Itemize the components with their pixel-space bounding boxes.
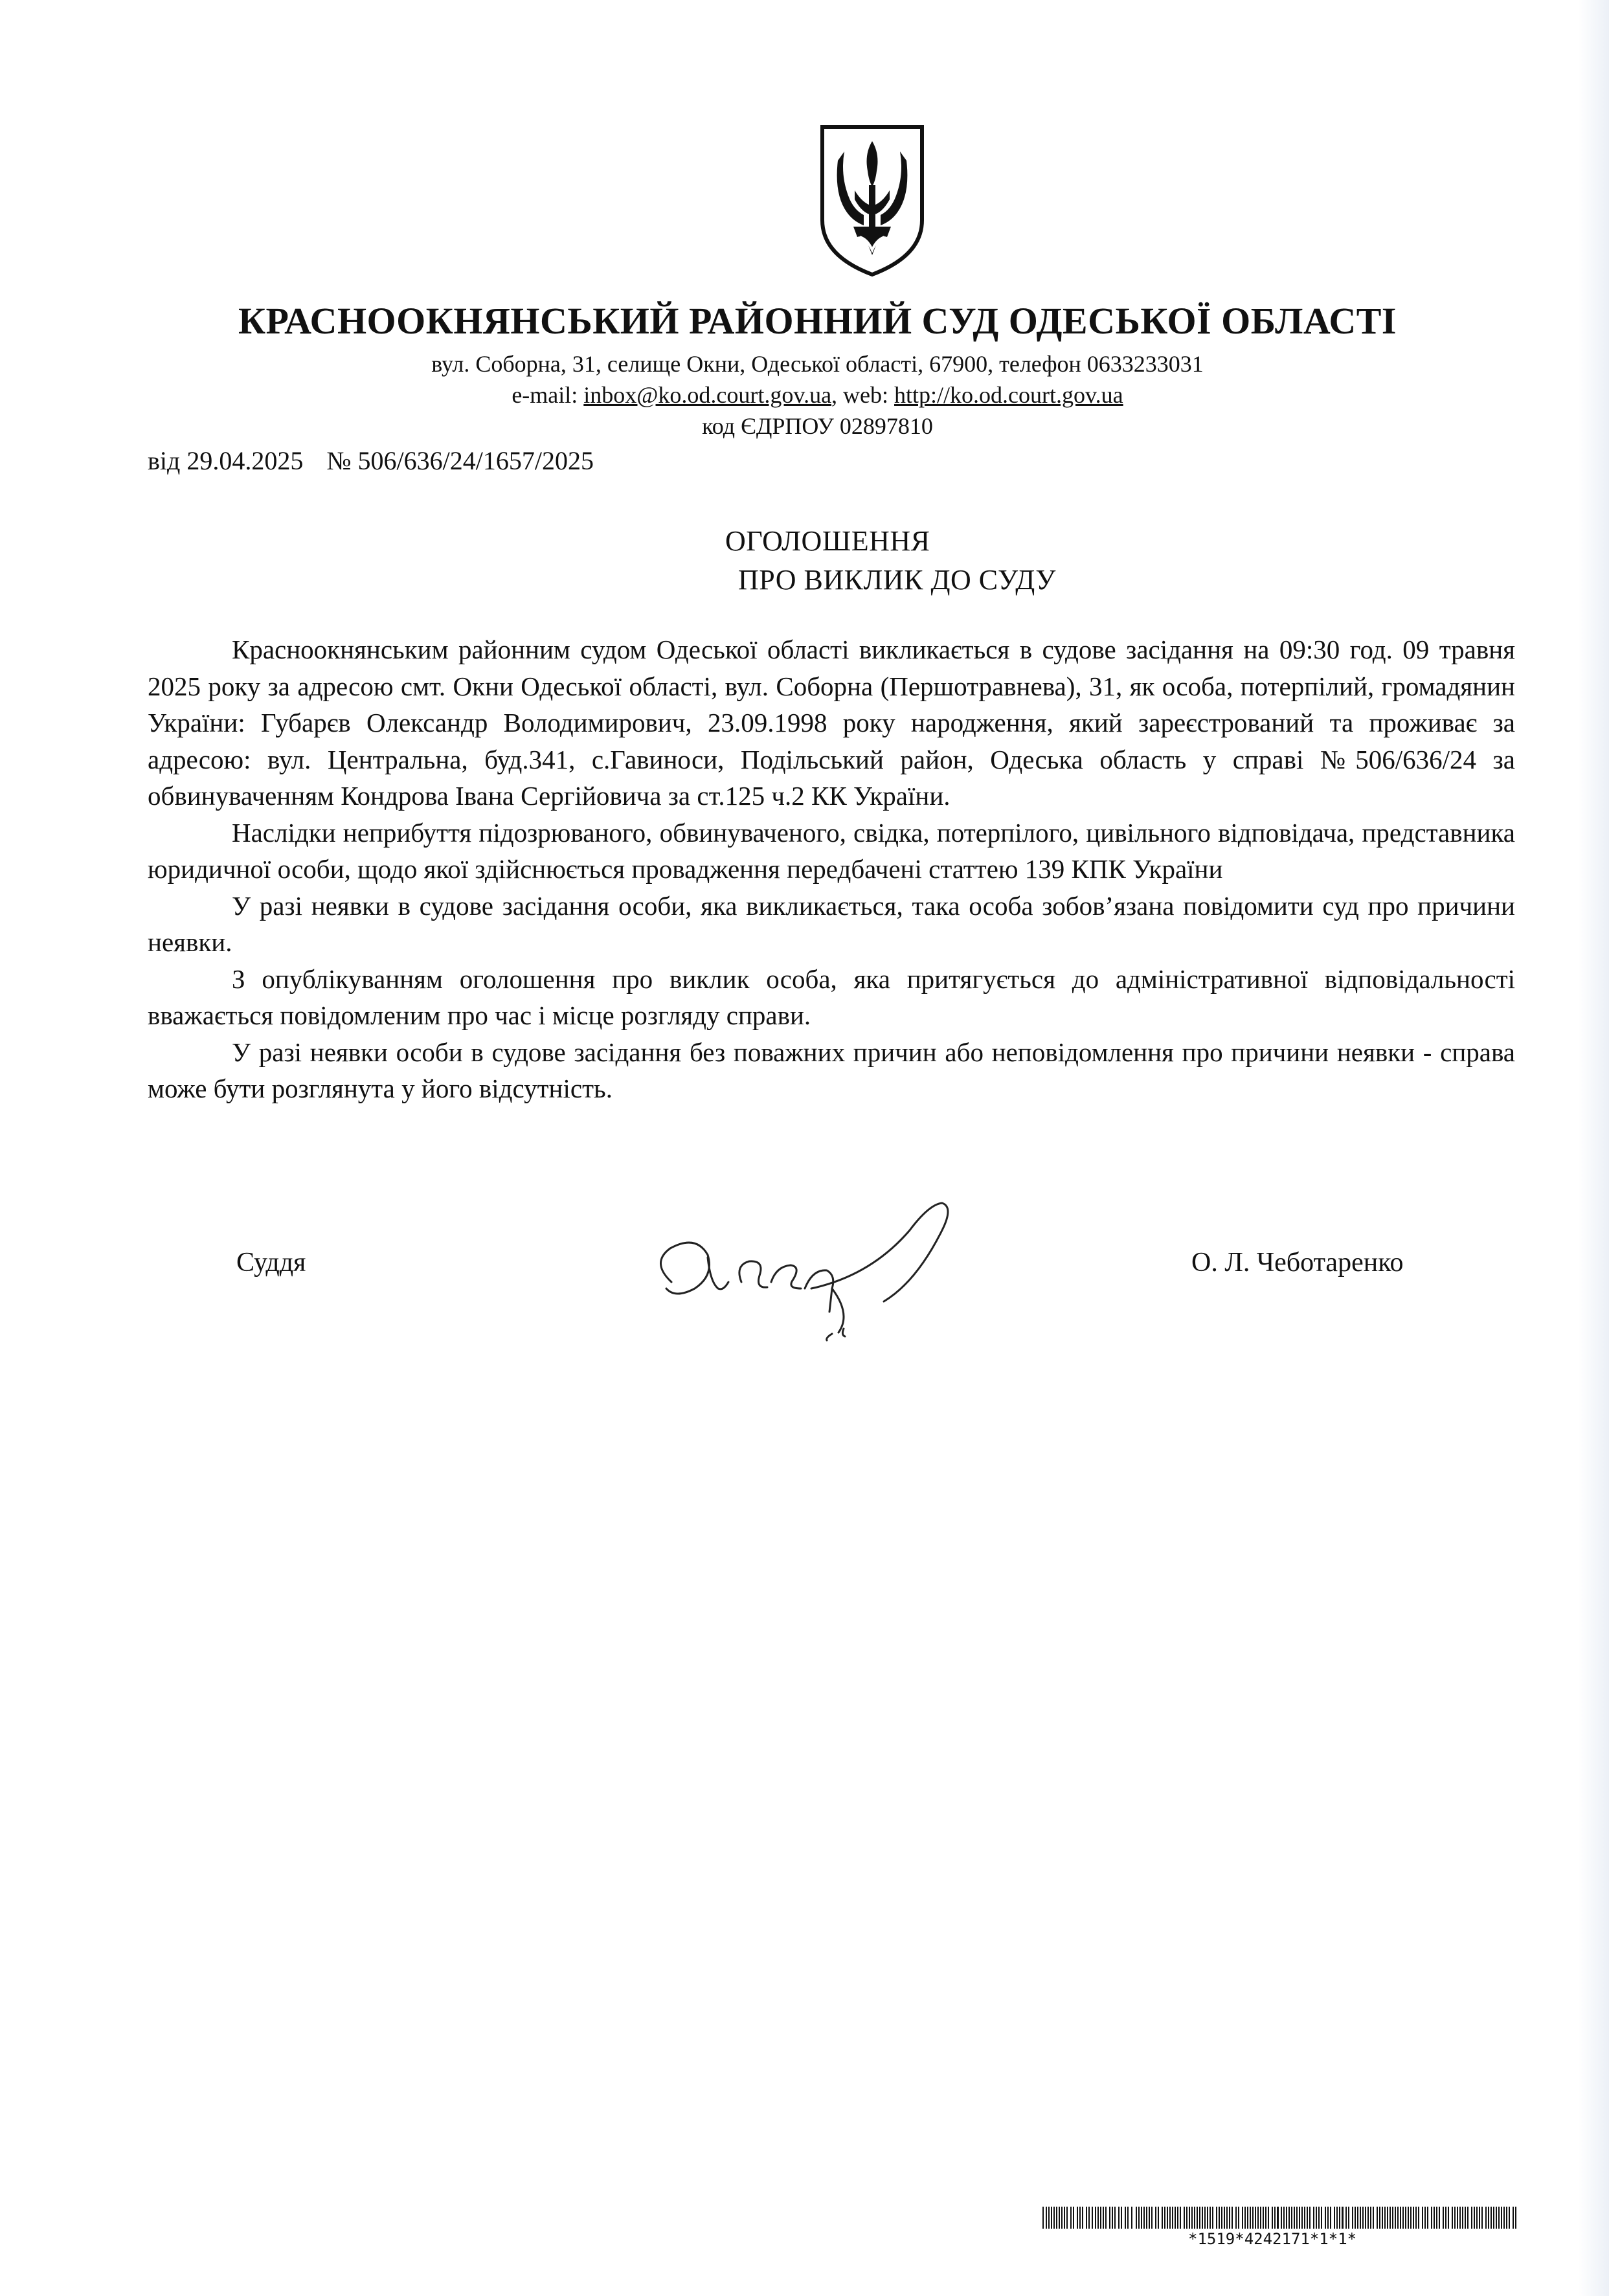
- barcode-bar: [1109, 2207, 1110, 2229]
- barcode-bar: [1390, 2207, 1391, 2229]
- barcode-bar: [1327, 2207, 1329, 2229]
- barcode-bar: [1238, 2207, 1239, 2229]
- barcode-bar: [1252, 2207, 1254, 2229]
- barcode-bar: [1443, 2207, 1444, 2229]
- barcode-bar: [1162, 2207, 1163, 2229]
- barcode-bar: [1481, 2207, 1483, 2229]
- judge-name: О. Л. Чеботаренко: [1191, 1248, 1404, 1277]
- barcode-bar: [1316, 2207, 1317, 2229]
- barcode-bar: [1392, 2207, 1393, 2229]
- barcode-bar: [1288, 2207, 1290, 2229]
- barcode-bar: [1177, 2207, 1178, 2229]
- barcode-bar: [1155, 2207, 1156, 2229]
- barcode-bar: [1281, 2207, 1282, 2229]
- barcode-bar: [1121, 2207, 1122, 2229]
- barcode-bar: [1410, 2207, 1412, 2229]
- barcode-bar: [1224, 2207, 1225, 2229]
- barcode-bar: [1395, 2207, 1396, 2229]
- barcode-bar: [1467, 2207, 1468, 2229]
- barcode-bar: [1439, 2207, 1440, 2229]
- barcode-bar: [1235, 2207, 1237, 2229]
- barcode-bar: [1263, 2207, 1264, 2229]
- barcode-bar: [1244, 2207, 1246, 2229]
- notice-body: [148, 631, 1515, 1107]
- barcode: [1042, 2207, 1518, 2229]
- barcode-bar: [1189, 2207, 1190, 2229]
- barcode-bar: [1321, 2207, 1322, 2229]
- barcode-bar: [1400, 2207, 1401, 2229]
- body-paragraph: Наслідки неприбуття підозрюваного, обвинуваченого, свідка, потерпілого, цивільного відповідача, представника юридичної особи, щодо якої здійснюється провадження передбачені статтею 139 КПК України: [148, 817, 1515, 884]
- barcode-bar: [1219, 2207, 1220, 2229]
- barcode-bar: [1334, 2207, 1335, 2229]
- barcode-bar: [1301, 2207, 1303, 2229]
- barcode-bar: [1077, 2207, 1078, 2229]
- barcode-bar: [1509, 2207, 1510, 2229]
- barcode-bar: [1274, 2207, 1276, 2229]
- barcode-bar: [1291, 2207, 1292, 2229]
- barcode-bar: [1191, 2207, 1193, 2229]
- barcode-bar: [1247, 2207, 1248, 2229]
- barcode-bar: [1232, 2207, 1233, 2229]
- barcode-bar: [1149, 2207, 1150, 2229]
- barcode-bar: [1431, 2207, 1432, 2229]
- barcode-bar: [1114, 2207, 1116, 2229]
- barcode-bar: [1418, 2207, 1419, 2229]
- barcode-bar: [1064, 2207, 1065, 2229]
- barcode-bar: [1277, 2207, 1279, 2229]
- barcode-bar: [1226, 2207, 1228, 2229]
- document-date: від 29.04.2025: [148, 446, 304, 475]
- scan-edge: [1578, 0, 1609, 2296]
- barcode-bar: [1318, 2207, 1320, 2229]
- barcode-bar: [1151, 2207, 1153, 2229]
- barcode-bar: [1286, 2207, 1287, 2229]
- barcode-bar: [1474, 2207, 1475, 2229]
- body-paragraph: У разі неявки в судове засідання особи, яка викликається, така особа зобов’язана повідомити суд про причини неявки.: [148, 890, 1515, 957]
- notice-subtitle: ПРО ВИКЛИК ДО СУДУ: [738, 564, 1056, 596]
- barcode-bar: [1387, 2207, 1388, 2229]
- barcode-bar: [1112, 2207, 1113, 2229]
- barcode-bar: [1048, 2207, 1050, 2229]
- barcode-bar: [1197, 2207, 1198, 2229]
- barcode-bar: [1164, 2207, 1165, 2229]
- barcode-bar: [1367, 2207, 1369, 2229]
- barcode-bar: [1488, 2207, 1489, 2229]
- barcode-bar: [1136, 2207, 1137, 2229]
- barcode-text: *1519*4242171*1*1*: [1188, 2230, 1357, 2248]
- barcode-bar: [1459, 2207, 1461, 2229]
- barcode-bar: [1370, 2207, 1371, 2229]
- barcode-bar: [1212, 2207, 1213, 2229]
- barcode-bar: [1304, 2207, 1305, 2229]
- barcode-bar: [1167, 2207, 1168, 2229]
- barcode-bar: [1210, 2207, 1211, 2229]
- barcode-bar: [1377, 2207, 1378, 2229]
- court-contacts: [0, 381, 1609, 409]
- barcode-bar: [1330, 2207, 1331, 2229]
- notice-title: ОГОЛОШЕННЯ: [725, 525, 930, 557]
- barcode-bar: [1360, 2207, 1361, 2229]
- barcode-bar: [1082, 2207, 1083, 2229]
- barcode-bar: [1379, 2207, 1380, 2229]
- barcode-bar: [1272, 2207, 1273, 2229]
- barcode-bar: [1493, 2207, 1494, 2229]
- edrpou-code: код ЄДРПОУ 02897810: [702, 413, 933, 439]
- barcode-bar: [1365, 2207, 1366, 2229]
- barcode-bar: [1202, 2207, 1203, 2229]
- barcode-bar: [1051, 2207, 1052, 2229]
- barcode-bar: [1408, 2207, 1409, 2229]
- barcode-bar: [1325, 2207, 1326, 2229]
- barcode-bar: [1345, 2207, 1347, 2229]
- barcode-bar: [1086, 2207, 1087, 2229]
- barcode-bar: [1088, 2207, 1090, 2229]
- barcode-bar: [1362, 2207, 1364, 2229]
- barcode-bar: [1143, 2207, 1145, 2229]
- barcode-bar: [1221, 2207, 1222, 2229]
- barcode-bar: [1216, 2207, 1217, 2229]
- barcode-bar: [1296, 2207, 1298, 2229]
- barcode-bar: [1434, 2207, 1435, 2229]
- barcode-bar: [1501, 2207, 1502, 2229]
- barcode-bar: [1056, 2207, 1057, 2229]
- barcode-bar: [1125, 2207, 1126, 2229]
- barcode-bar: [1373, 2207, 1374, 2229]
- body-paragraph: Красноокнянським районним судом Одеської області викликається в судове засідання на 09:30 год. 09 травня 2025 року за адресою смт. Окни Одеської області, вул. Соборна (Першотравнева), 31, як особа, потерпілий, громадянин України: Губарєв Олександр Володимирович, 23.09.1998 року народження, який зареєстрований та проживає за адресою: вул. Центральна, буд.341, с.Гавиноси, Подільський район, Одеська область у справі №506/636/24 за обвинуваченням Кондрова Івана Сергійовича за ст.125 ч.2 КК України.: [148, 635, 1515, 811]
- barcode-bar: [1186, 2207, 1187, 2229]
- barcode-bar: [1479, 2207, 1480, 2229]
- barcode-bar: [1506, 2207, 1507, 2229]
- barcode-bar: [1465, 2207, 1466, 2229]
- handwritten-signature: [638, 1185, 1052, 1360]
- barcode-bar: [1339, 2207, 1340, 2229]
- barcode-bar: [1445, 2207, 1446, 2229]
- barcode-bar: [1146, 2207, 1147, 2229]
- barcode-bar: [1242, 2207, 1243, 2229]
- barcode-bar: [1092, 2207, 1093, 2229]
- barcode-bar: [1268, 2207, 1269, 2229]
- barcode-bar: [1070, 2207, 1072, 2229]
- barcode-bar: [1382, 2207, 1383, 2229]
- barcode-bar: [1397, 2207, 1399, 2229]
- barcode-bar: [1307, 2207, 1308, 2229]
- barcode-bar: [1073, 2207, 1074, 2229]
- email-label: e-mail:: [512, 382, 584, 408]
- barcode-bar: [1357, 2207, 1358, 2229]
- barcode-bar: [1462, 2207, 1463, 2229]
- barcode-bar: [1422, 2207, 1423, 2229]
- barcode-bar: [1097, 2207, 1099, 2229]
- barcode-bar: [1424, 2207, 1426, 2229]
- barcode-bar: [1283, 2207, 1285, 2229]
- barcode-bar: [1513, 2207, 1514, 2229]
- barcode-bar: [1204, 2207, 1206, 2229]
- barcode-bar: [1194, 2207, 1195, 2229]
- barcode-bar: [1309, 2207, 1311, 2229]
- barcode-bar: [1046, 2207, 1047, 2229]
- barcode-bar: [1138, 2207, 1140, 2229]
- barcode-bar: [1452, 2207, 1453, 2229]
- barcode-bar: [1079, 2207, 1081, 2229]
- barcode-bar: [1457, 2207, 1458, 2229]
- barcode-bar: [1229, 2207, 1230, 2229]
- body-paragraph: З опублікуванням оголошення про виклик особа, яка притягується до адміністративної відповідальності вважається повідомленим про час і місце розгляду справи.: [148, 963, 1515, 1030]
- barcode-bar: [1427, 2207, 1428, 2229]
- barcode-bar: [1299, 2207, 1300, 2229]
- web-link[interactable]: http://ko.od.court.gov.ua: [894, 382, 1123, 408]
- barcode-bar: [1415, 2207, 1417, 2229]
- barcode-bar: [1352, 2207, 1353, 2229]
- barcode-bar: [1118, 2207, 1120, 2229]
- barcode-bar: [1436, 2207, 1437, 2229]
- barcode-bar: [1257, 2207, 1259, 2229]
- email-link[interactable]: inbox@ko.od.court.gov.ua: [583, 382, 832, 408]
- barcode-bar: [1405, 2207, 1406, 2229]
- barcode-bar: [1402, 2207, 1404, 2229]
- signatory-role: Суддя: [236, 1248, 306, 1277]
- barcode-bar: [1496, 2207, 1497, 2229]
- barcode-bar: [1100, 2207, 1101, 2229]
- barcode-bar: [1485, 2207, 1487, 2229]
- barcode-bar: [1095, 2207, 1096, 2229]
- barcode-bar: [1448, 2207, 1449, 2229]
- court-name: КРАСНООКНЯНСЬКИЙ РАЙОННИЙ СУД ОДЕСЬКОЇ ОБЛАСТІ: [238, 300, 1397, 342]
- barcode-bar: [1313, 2207, 1314, 2229]
- barcode-bar: [1260, 2207, 1261, 2229]
- court-address: вул. Соборна, 31, селище Окни, Одеської області, 67900, телефон 0633233031: [431, 351, 1204, 377]
- body-paragraph: У разі неявки особи в судове засідання без поважних причин або неповідомлення про причини неявки - справа може бути розглянута у його відсутність.: [148, 1037, 1515, 1103]
- barcode-bar: [1131, 2207, 1132, 2229]
- barcode-bar: [1066, 2207, 1068, 2229]
- barcode-bar: [1042, 2207, 1044, 2229]
- barcode-bar: [1180, 2207, 1181, 2229]
- barcode-bar: [1471, 2207, 1472, 2229]
- barcode-bar: [1207, 2207, 1208, 2229]
- barcode-bar: [1158, 2207, 1159, 2229]
- barcode-bar: [1342, 2207, 1344, 2229]
- coat-of-arms-icon: [817, 123, 927, 278]
- barcode-bar: [1498, 2207, 1500, 2229]
- barcode-bar: [1172, 2207, 1173, 2229]
- barcode-bar: [1294, 2207, 1295, 2229]
- barcode-bar: [1348, 2207, 1349, 2229]
- barcode-bar: [1355, 2207, 1356, 2229]
- barcode-bar: [1503, 2207, 1505, 2229]
- barcode-bar: [1127, 2207, 1129, 2229]
- document-number: № 506/636/24/1657/2025: [326, 446, 594, 475]
- barcode-bar: [1103, 2207, 1104, 2229]
- barcode-bar: [1175, 2207, 1176, 2229]
- barcode-bar: [1105, 2207, 1107, 2229]
- barcode-bar: [1184, 2207, 1185, 2229]
- barcode-bar: [1413, 2207, 1414, 2229]
- barcode-bar: [1053, 2207, 1055, 2229]
- barcode-bar: [1059, 2207, 1060, 2229]
- barcode-bar: [1384, 2207, 1386, 2229]
- barcode-bar: [1169, 2207, 1171, 2229]
- barcode-bar: [1454, 2207, 1456, 2229]
- barcode-bar: [1199, 2207, 1200, 2229]
- barcode-bar: [1336, 2207, 1338, 2229]
- web-label: , web:: [831, 382, 895, 408]
- barcode-bar: [1250, 2207, 1251, 2229]
- barcode-bar: [1476, 2207, 1478, 2229]
- barcode-bar: [1491, 2207, 1492, 2229]
- barcode-bar: [1265, 2207, 1266, 2229]
- barcode-bar: [1515, 2207, 1516, 2229]
- barcode-bar: [1061, 2207, 1063, 2229]
- barcode-bar: [1255, 2207, 1256, 2229]
- barcode-bar: [1141, 2207, 1142, 2229]
- document-reference: [148, 445, 594, 476]
